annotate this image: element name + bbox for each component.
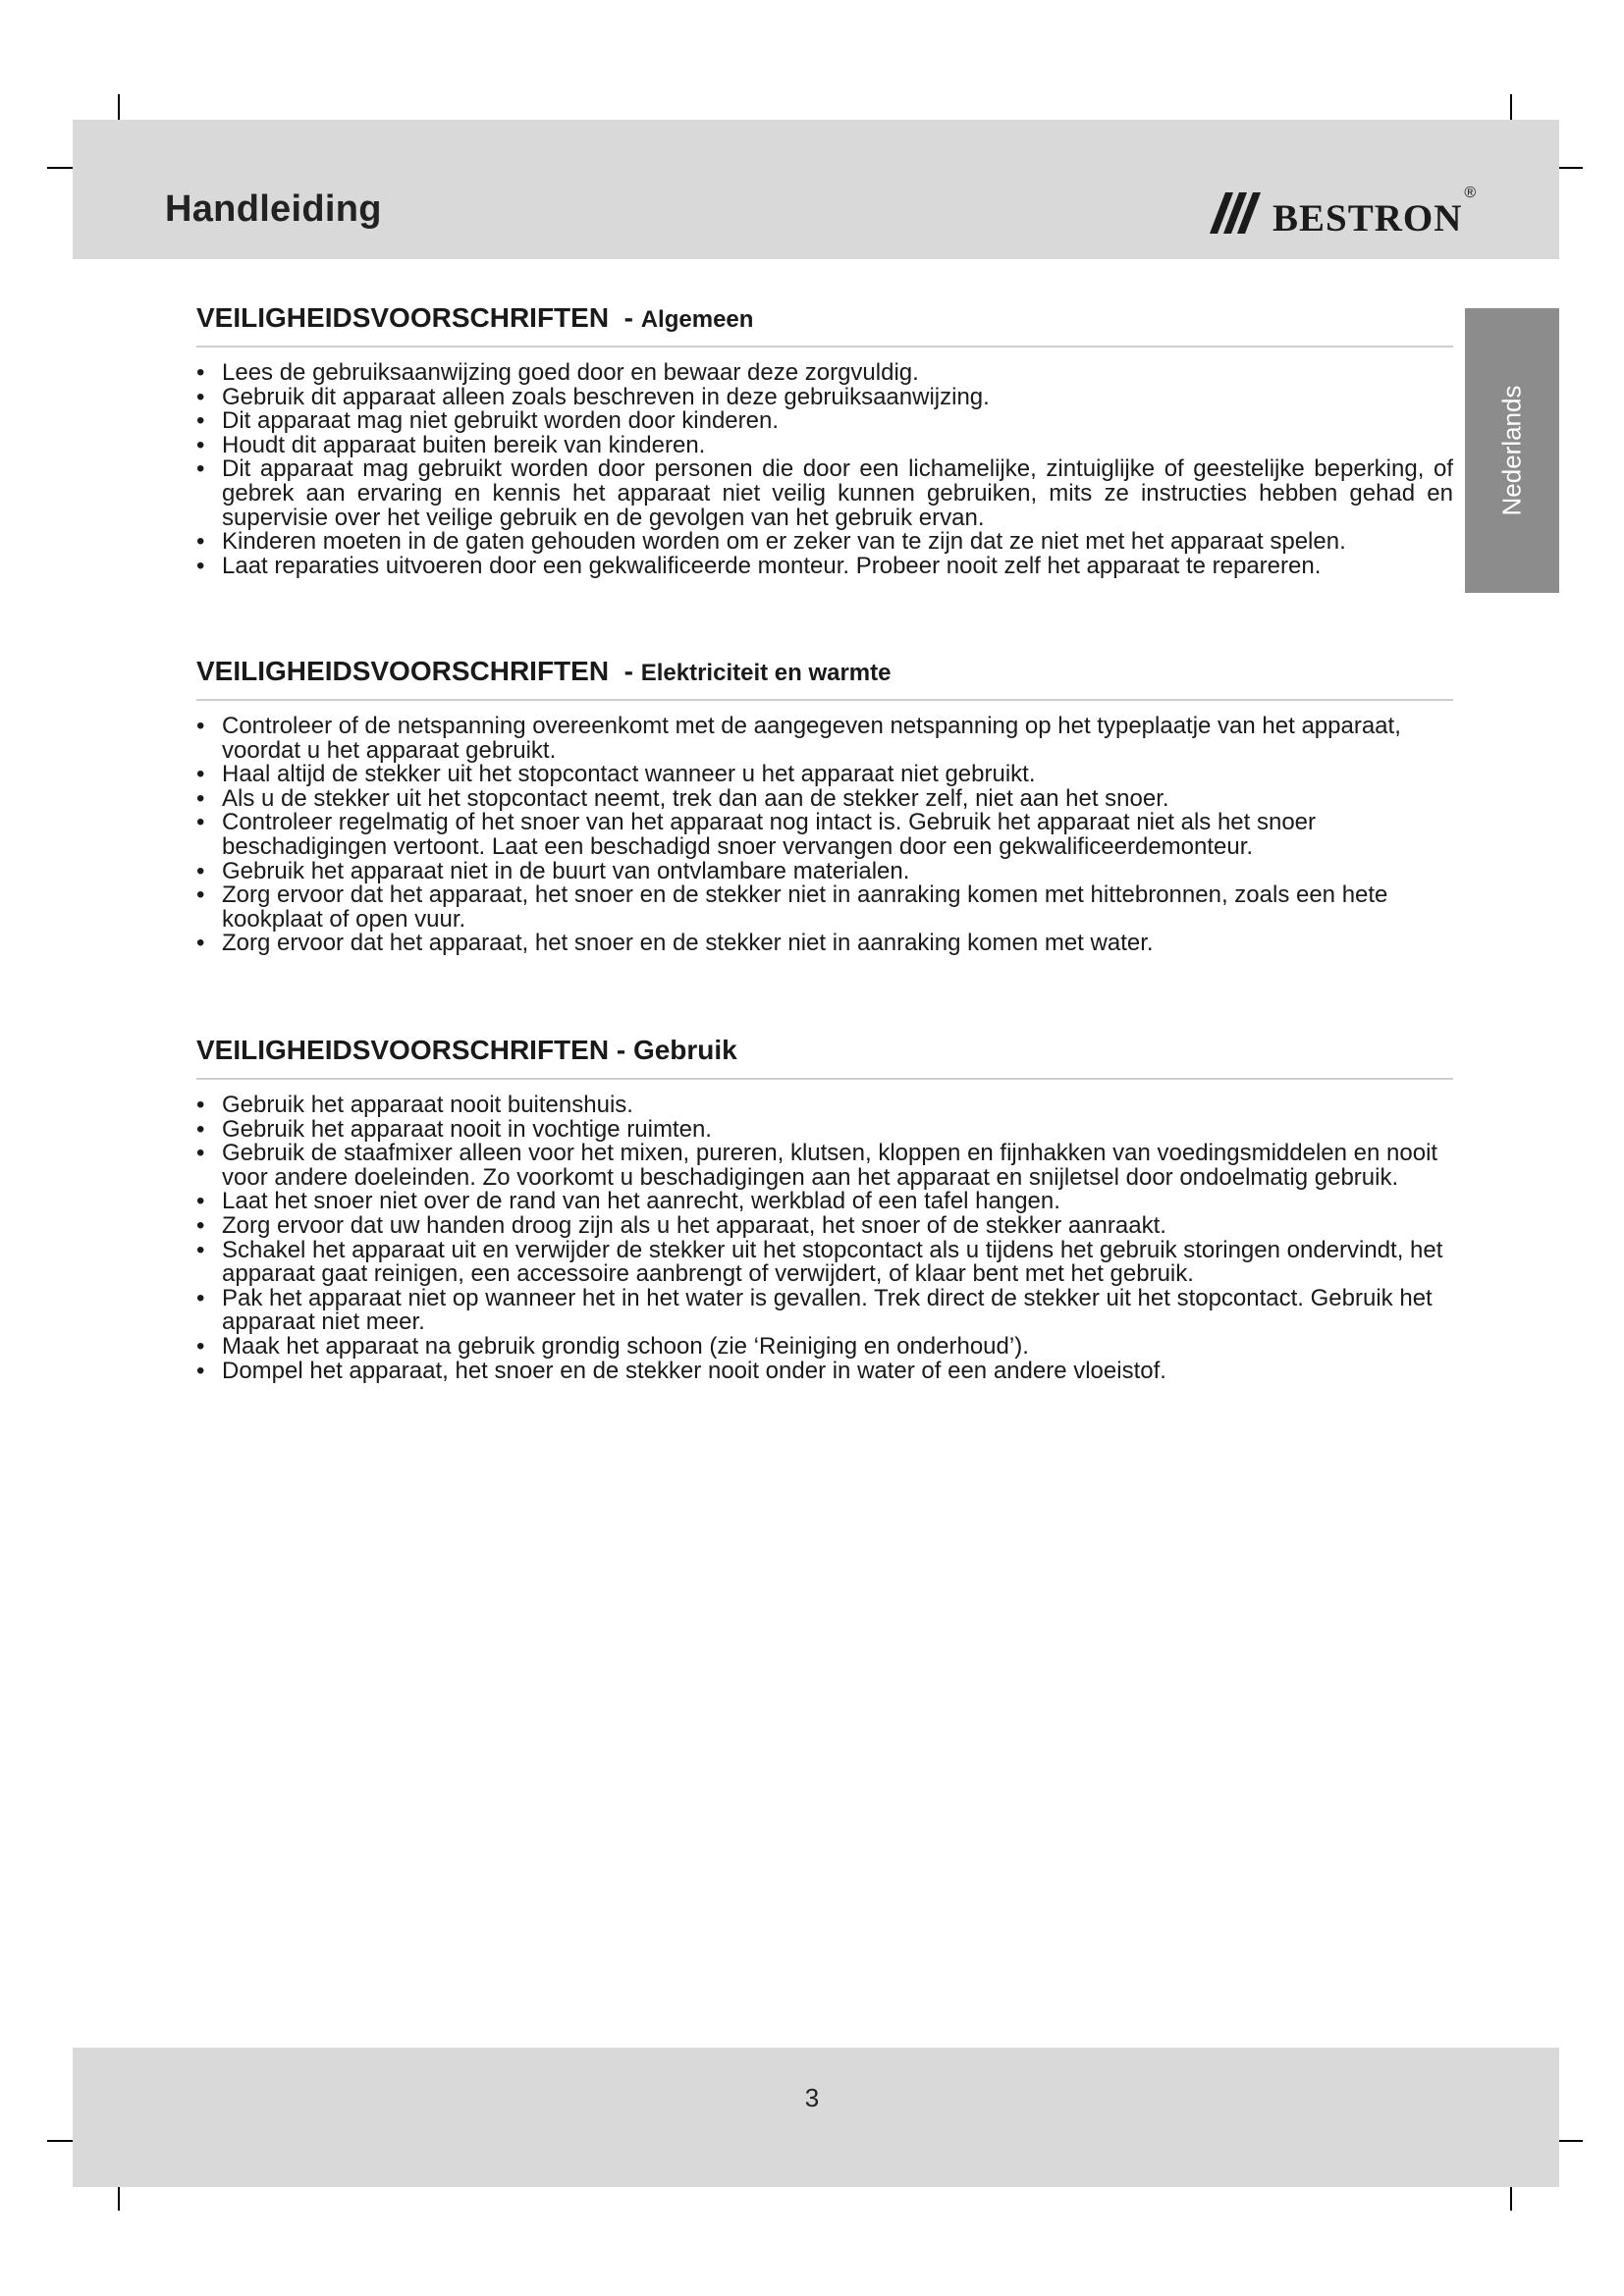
list-item: • Controleer regelmatig of het snoer van het apparaat nog intact is. Gebruik het apparaat niet als het snoer beschadigingen vertoont. Laat een beschadigd snoer vervangen door een gekwalificeerdemonteur. [196, 811, 1453, 859]
section-heading [196, 654, 1453, 689]
list-item: • Haal altijd de stekker uit het stopcontact wanneer u het apparaat niet gebruikt. [196, 763, 1453, 787]
list-item: • Dit apparaat mag niet gebruikt worden door kinderen. [196, 409, 1453, 434]
heading-subtitle: Elektriciteit en warmte [640, 660, 892, 686]
heading-text: VEILIGHEIDSVOORSCHRIFTEN [196, 302, 610, 333]
heading-text: VEILIGHEIDSVOORSCHRIFTEN [196, 656, 610, 686]
list-item: • Gebruik het apparaat niet in de buurt van ontvlambare materialen. [196, 860, 1453, 884]
section-divider [196, 699, 1453, 701]
list-item: • Gebruik dit apparaat alleen zoals beschreven in deze gebruiksaanwijzing. [196, 386, 1453, 410]
heading-subtitle: Algemeen [640, 306, 754, 333]
chevron-logo-icon [1206, 188, 1265, 238]
list-item: • Kinderen moeten in de gaten gehouden worden om er zeker van te zijn dat ze niet met het apparaat spelen. [196, 530, 1453, 555]
rules-list [196, 361, 1453, 578]
list-item: • Zorg ervoor dat het apparaat, het snoer en de stekker niet in aanraking komen met water. [196, 932, 1453, 956]
section-heading [196, 300, 1453, 336]
page-number: 3 [804, 2083, 820, 2112]
language-side-tab [1465, 308, 1559, 593]
section-general [196, 300, 1453, 578]
list-item: • Als u de stekker uit het stopcontact neemt, trek dan aan de stekker zelf, niet aan het snoer. [196, 787, 1453, 812]
rules-list [196, 715, 1453, 956]
list-item: • Lees de gebruiksaanwijzing goed door en bewaar deze zorgvuldig. [196, 361, 1453, 386]
list-item: • Schakel het apparaat uit en verwijder de stekker uit het stopcontact als u tijdens het gebruik storingen ondervindt, het apparaat gaat reinigen, een accessoire aanbrengt of verwijdert, of klaar bent met het gebruik. [196, 1239, 1453, 1287]
list-item: • Houdt dit apparaat buiten bereik van kinderen. [196, 434, 1453, 458]
section-usage [196, 1033, 1453, 1383]
list-item: • Gebruik het apparaat nooit in vochtige ruimten. [196, 1118, 1453, 1143]
heading-separator: - [623, 656, 633, 686]
rules-list [196, 1094, 1453, 1383]
heading-separator: - [623, 302, 633, 333]
list-item: • Pak het apparaat niet op wanneer het in het water is gevallen. Trek direct de stekker uit het stopcontact. Gebruik het apparaat niet meer. [196, 1287, 1453, 1335]
list-item: • Dompel het apparaat, het snoer en de stekker nooit onder in water of een andere vloeistof. [196, 1360, 1453, 1384]
list-item: • Laat het snoer niet over de rand van het aanrecht, werkblad of een tafel hangen. [196, 1190, 1453, 1214]
brand-name: bestron [1272, 183, 1463, 243]
page-title: Handleiding [165, 188, 382, 230]
brand-logo [1206, 179, 1476, 247]
section-heading [196, 1033, 1453, 1068]
list-item: • Dit apparaat mag gebruikt worden door personen die door een lichamelijke, zintuiglijke of geestelijke beperking, of gebrek aan ervaring en kennis het apparaat niet veilig kunnen gebruiken, mits ze instructies hebben gehad en supervisie over het veilige gebruik en de gevolgen van het gebruik ervan. [196, 457, 1453, 530]
list-item: • Zorg ervoor dat uw handen droog zijn als u het apparaat, het snoer of de stekker aanraakt. [196, 1214, 1453, 1239]
section-divider [196, 346, 1453, 347]
registered-mark: ® [1464, 185, 1477, 201]
heading-text: VEILIGHEIDSVOORSCHRIFTEN [196, 1035, 610, 1065]
list-item: • Controleer of de netspanning overeenkomt met de aangegeven netspanning op het typeplaatje van het apparaat, voordat u het apparaat gebruikt. [196, 715, 1453, 763]
list-item: • Maak het apparaat na gebruik grondig schoon (zie ‘Reiniging en onderhoud’). [196, 1335, 1453, 1360]
heading-separator: - [616, 1035, 626, 1065]
heading-subtitle: Gebruik [632, 1035, 737, 1065]
footer-band [73, 2048, 1559, 2187]
list-item: • Gebruik de staafmixer alleen voor het mixen, pureren, klutsen, kloppen en fijnhakken van voedingsmiddelen en nooit voor andere doeleinden. Zo voorkomt u beschadigingen aan het apparaat en snijletsel door ondoelmatig gebruik. [196, 1142, 1453, 1190]
list-item: • Gebruik het apparaat nooit buitenshuis. [196, 1094, 1453, 1118]
section-divider [196, 1078, 1453, 1080]
list-item: • Laat reparaties uitvoeren door een gekwalificeerde monteur. Probeer nooit zelf het apparaat te repareren. [196, 555, 1453, 579]
language-label: Nederlands [1496, 385, 1527, 516]
list-item: • Zorg ervoor dat het apparaat, het snoer en de stekker niet in aanraking komen met hittebronnen, zoals een hete kookplaat of open vuur. [196, 883, 1453, 932]
section-electricity [196, 654, 1453, 956]
